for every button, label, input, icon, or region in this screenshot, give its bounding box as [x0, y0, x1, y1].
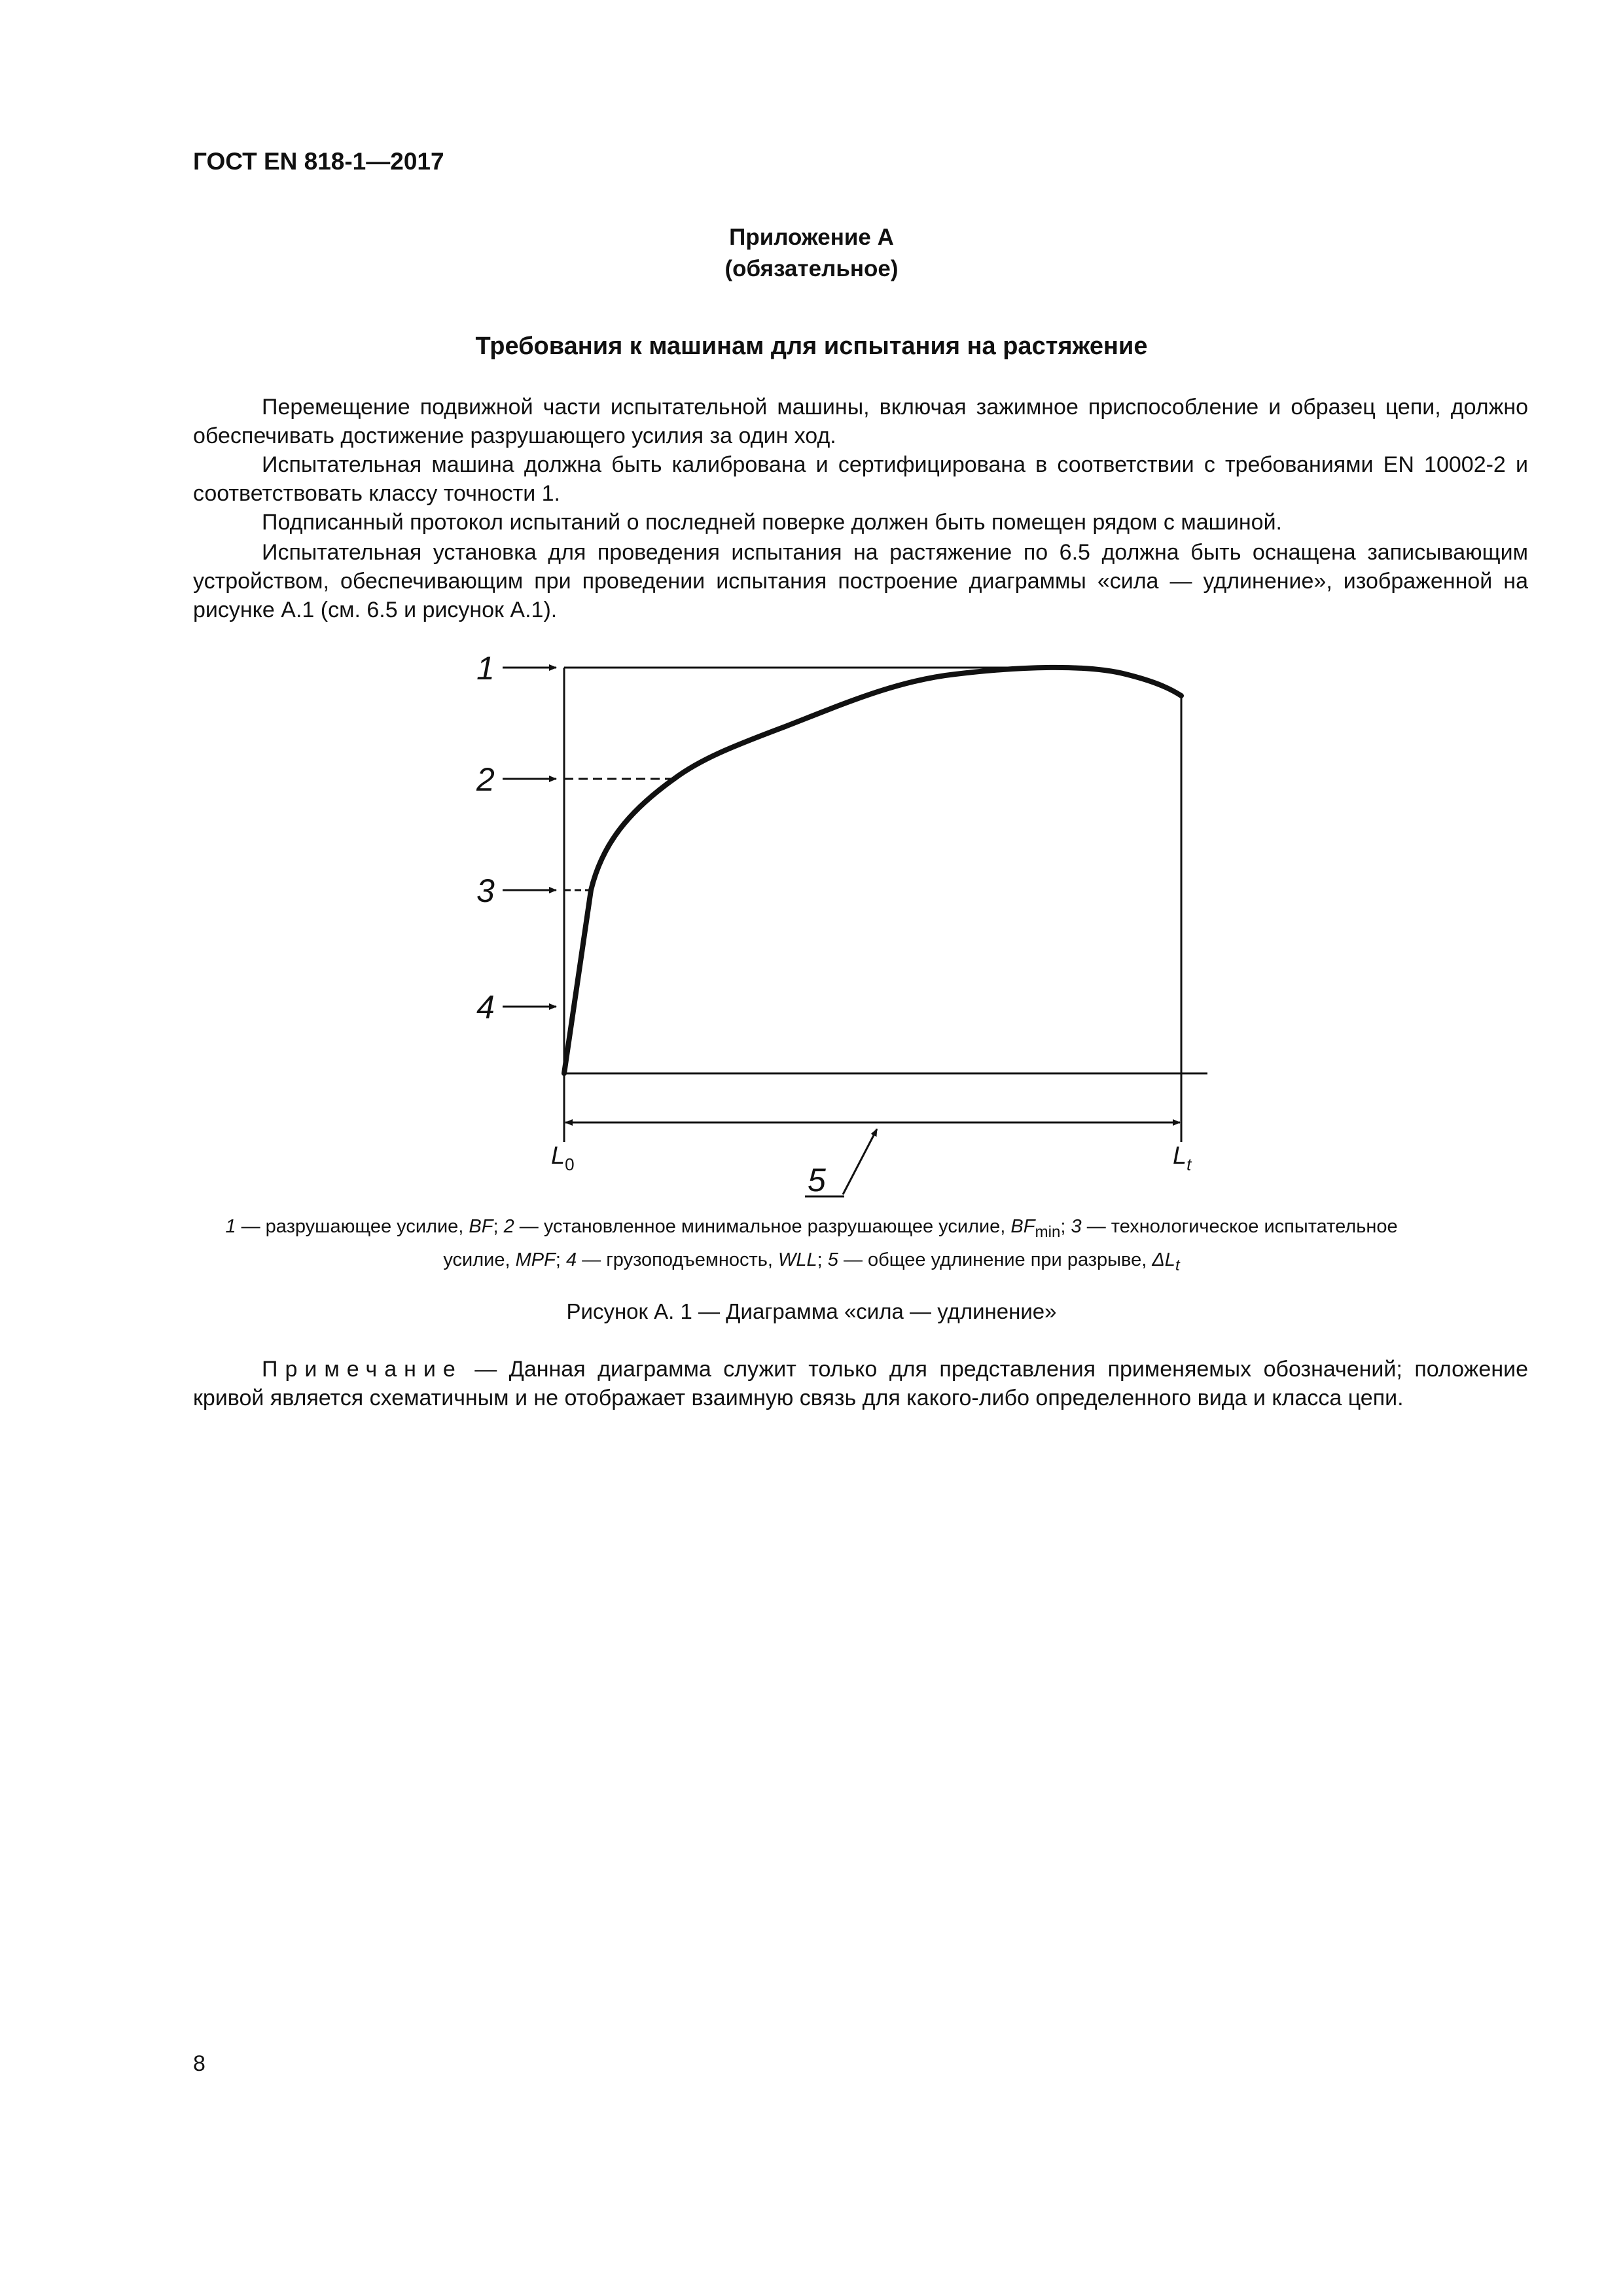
label-3: 3: [476, 872, 495, 909]
figure-legend: 1 — разрушающее усилие, BF; 2 — установленное минимальное разрушающее усилие, $BF_{min}$; 3 — технологическое испытательное усилие, MPF; 4 — грузоподъемность, WLL; 5 — общее удлинение при разрыве, $\Delta L_t$: [225, 1216, 1398, 1274]
force-elongation-curve: [564, 668, 1181, 1073]
paragraph-4: Испытательная установка для проведения испытания на растяжение по 6.5 должна быть оснащена записывающим устройством, обеспечивающим при проведении испытания построение диаграммы «сила — удлинение», изображенной на рисунке А.1 (см. 6.5 и рисунок А.1).: [193, 540, 1528, 622]
note: [193, 1355, 1528, 1412]
paragraph-1: Перемещение подвижной части испытательной машины, включая зажимное приспособление и образец цепи, должно обеспечивать достижение разрушающего усилия за один ход.: [193, 395, 1528, 448]
section-title: Требования к машинам для испытания на растяжение: [475, 332, 1148, 360]
label-5-leader: [843, 1129, 877, 1194]
document-code: ГОСТ EN 818-1—2017: [193, 148, 444, 175]
paragraph-3: Подписанный протокол испытаний о последней поверке должен быть помещен рядом с машиной.: [262, 510, 1283, 535]
force-elongation-diagram: [0, 641, 1623, 1198]
paragraph-2: Испытательная машина должна быть калибрована и сертифицирована в соответствии с требованиями EN 10002-2 и соответствовать классу точности 1.: [193, 452, 1528, 506]
figure-caption: Рисунок А. 1 — Диаграмма «сила — удлинение»: [566, 1299, 1057, 1323]
annex-title: Приложение А: [729, 224, 894, 250]
label-2: 2: [476, 761, 495, 798]
label-lt: $L_t$: [1173, 1142, 1192, 1174]
annex-status: (обязательное): [724, 256, 899, 281]
label-5: 5: [808, 1162, 826, 1198]
page-number: 8: [193, 2051, 205, 2076]
note-label: Примечание: [262, 1357, 463, 1382]
label-4: 4: [476, 989, 495, 1026]
label-l0: $L_0$: [551, 1142, 575, 1174]
label-1: 1: [476, 650, 495, 687]
note-text: — Данная диаграмма служит только для представления применяемых обозначений; положение кривой является схематичным и не отображает взаимную связь для какого-либо определенного вида и класса цепи.: [193, 1357, 1528, 1410]
